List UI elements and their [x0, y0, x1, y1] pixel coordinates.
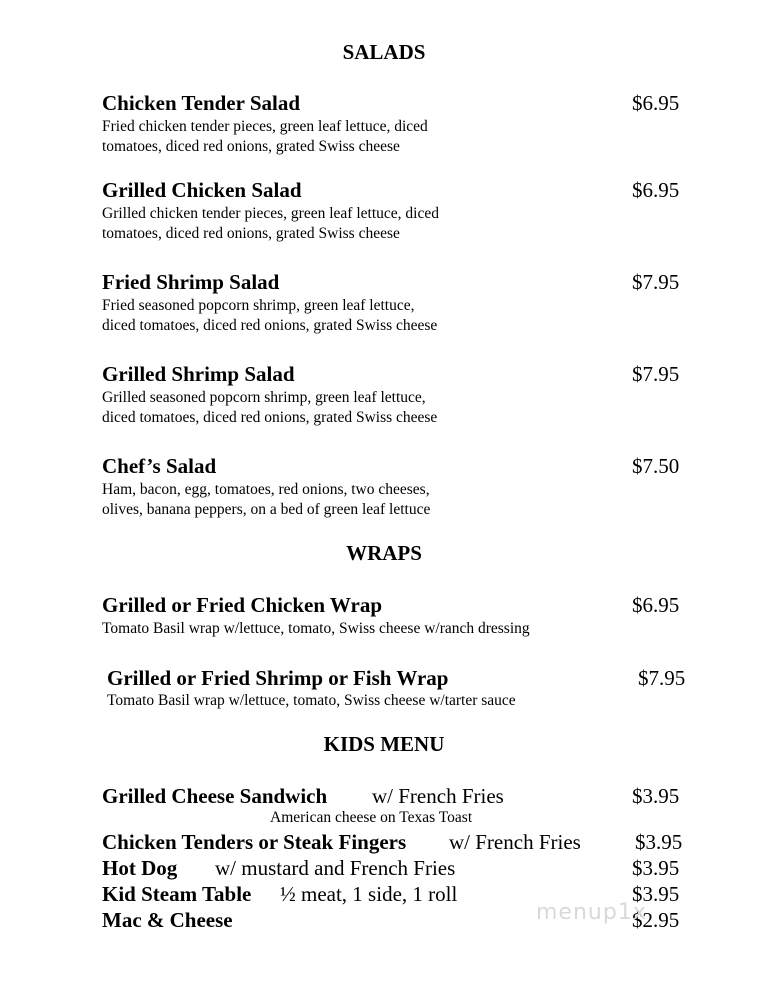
item-name: Grilled or Fried Shrimp or Fish Wrap	[107, 666, 449, 690]
item-name: Fried Shrimp Salad	[102, 270, 280, 294]
item-name: Hot Dog	[102, 856, 178, 880]
item-name: Mac & Cheese	[102, 908, 233, 932]
item-description: Fried chicken tender pieces, green leaf lettuce, diced	[102, 118, 428, 135]
item-description: Fried seasoned popcorn shrimp, green leaf lettuce,	[102, 297, 415, 314]
item-price: $7.95	[632, 362, 680, 386]
item-price: $3.95	[635, 830, 683, 854]
kids-menu-heading: KIDS MENU	[323, 732, 445, 756]
item-price: $3.95	[632, 784, 680, 808]
watermark-logo: menup1x	[536, 900, 647, 925]
item-description: olives, banana peppers, on a bed of green leaf lettuce	[102, 501, 431, 518]
item-name: Grilled Shrimp Salad	[102, 362, 295, 386]
item-description: Tomato Basil wrap w/lettuce, tomato, Swiss cheese w/ranch dressing	[102, 620, 530, 637]
item-name: Grilled Cheese Sandwich	[102, 784, 328, 808]
item-description: Ham, bacon, egg, tomatoes, red onions, two cheeses,	[102, 481, 430, 498]
item-note: American cheese on Texas Toast	[270, 809, 473, 826]
item-name: Chicken Tenders or Steak Fingers	[102, 830, 407, 854]
item-description: Grilled chicken tender pieces, green leaf lettuce, diced	[102, 205, 439, 222]
item-name: Chef’s Salad	[102, 454, 217, 478]
item-price: $6.95	[632, 178, 680, 202]
item-side: w/ mustard and French Fries	[215, 856, 456, 880]
item-price: $6.95	[632, 91, 680, 115]
item-description: Grilled seasoned popcorn shrimp, green leaf lettuce,	[102, 389, 426, 406]
item-price: $6.95	[632, 593, 680, 617]
item-price: $7.95	[632, 270, 680, 294]
item-name: Grilled Chicken Salad	[102, 178, 302, 202]
item-side: w/ French Fries	[449, 830, 581, 854]
item-price: $2.95	[632, 908, 680, 932]
item-description: diced tomatoes, diced red onions, grated Swiss cheese	[102, 317, 438, 334]
item-description: diced tomatoes, diced red onions, grated Swiss cheese	[102, 409, 438, 426]
item-name: Kid Steam Table	[102, 882, 252, 906]
item-price: $7.50	[632, 454, 680, 478]
item-side: ½ meat, 1 side, 1 roll	[280, 882, 458, 906]
wraps-heading: WRAPS	[346, 541, 422, 565]
item-description: tomatoes, diced red onions, grated Swiss cheese	[102, 225, 400, 242]
item-name: Chicken Tender Salad	[102, 91, 301, 115]
item-description: tomatoes, diced red onions, grated Swiss cheese	[102, 138, 400, 155]
item-description: Tomato Basil wrap w/lettuce, tomato, Swiss cheese w/tarter sauce	[107, 692, 516, 709]
item-price: $3.95	[632, 856, 680, 880]
item-side: w/ French Fries	[372, 784, 504, 808]
salads-heading: SALADS	[342, 40, 426, 64]
item-price: $7.95	[638, 666, 686, 690]
item-price: $3.95	[632, 882, 680, 906]
item-name: Grilled or Fried Chicken Wrap	[102, 593, 383, 617]
